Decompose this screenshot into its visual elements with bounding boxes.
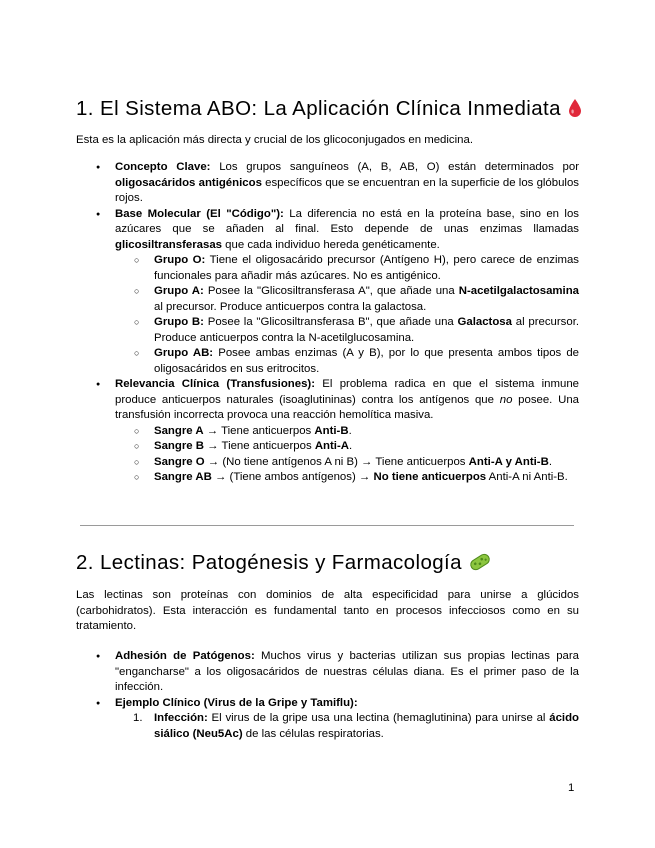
section-2-heading [76,551,492,578]
section-2-list [76,649,579,742]
section-divider [80,525,574,526]
ejemplo-list [115,711,579,742]
section-2-heading-text: 2. Lectinas: Patogénesis y Farmacología [76,551,462,574]
list-item: ○ Sangre O → (No tiene antígenos A ni B) → Tiene anticuerpos Anti-A y Anti-B. [115,455,579,471]
grupos-list [115,253,579,377]
page-number: 1 [568,782,575,794]
list-item: ● Adhesión de Patógenos: Muchos virus y bacterias utilizan sus propias lectinas para "engancharse" a los oligosacáridos de nuestras células diana. Es el primer paso de la infección. [76,649,579,696]
microbe-icon [468,552,492,578]
list-item: ● Concepto Clave: Los grupos sanguíneos (A, B, AB, O) están determinados por oligosacáridos antigénicos específicos que se encuentran en la superficie de los glóbulos rojos. [76,160,579,207]
list-item: ● Relevancia Clínica (Transfusiones): El problema radica en que el sistema inmune produce anticuerpos naturales (isoaglutininas) contra los antígenos que no posee. Una transfusión incorrecta provoca una reacción hemolítica masiva. ○ Sangre A → Tiene anticuerpos Anti-B. ○ Sangre B → Tiene anticuerpos Anti-A. ○ Sangre O → (No tiene antígenos A ni B) → Tiene anticuerpos Anti-A y Anti-B. ○ Sangre AB → (Tiene ambos antígenos) → No tiene anticuerpos Anti-A ni Anti-B. [76,377,579,486]
list-item: ○ Grupo AB: Posee ambas enzimas (A y B), por lo que presenta ambos tipos de oligosacáridos en sus eritrocitos. [115,346,579,377]
list-item: ○ Grupo A: Posee la "Glicosiltransferasa A", que añade una N-acetilgalactosamina al precursor. Produce anticuerpos contra la galactosa. [115,284,579,315]
list-item: ○ Sangre B → Tiene anticuerpos Anti-A. [115,439,579,455]
list-item: ● Base Molecular (El "Código"): La diferencia no está en la proteína base, sino en los azúcares que se añaden al final. Esto depende de unas enzimas llamadas glicosiltransferasas que cada individuo hereda genéticamente. ○ Grupo O: Tiene el oligosacárido precursor (Antígeno H), pero carece de enzimas funcionales para añadir más azúcares. No es antigénico. ○ Grupo A: Posee la "Glicosiltransferasa A", que añade una N-acetilgalactosamina al precursor. Produce anticuerpos contra la galactosa. ○ Grupo B: Posee la "Glicosiltransferasa B", que añade una Galactosa al precursor. Produce anticuerpos contra la N-acetilglucosamina. ○ Grupo AB: Posee ambas enzimas (A y B), por lo que presenta ambos tipos de oligosacáridos en sus eritrocitos. [76,207,579,378]
section-1-list [76,160,579,486]
section-1-heading-text: 1. El Sistema ABO: La Aplicación Clínica Inmediata [76,97,561,120]
list-item: ○ Grupo O: Tiene el oligosacárido precursor (Antígeno H), pero carece de enzimas funcionales para añadir más azúcares. No es antigénico. [115,253,579,284]
blood-drop-icon [567,98,583,124]
list-item: ● Ejemplo Clínico (Virus de la Gripe y Tamiflu): 1. Infección: El virus de la gripe usa una lectina (hemaglutinina) para unirse al ácido siálico (Neu5Ac) de las células respiratorias. [76,696,579,743]
list-item: ○ Sangre AB → (Tiene ambos antígenos) → No tiene anticuerpos Anti-A ni Anti-B. [115,470,579,486]
section-1-heading [76,97,583,124]
sangre-list [115,424,579,486]
list-item: 1. Infección: El virus de la gripe usa una lectina (hemaglutinina) para unirse al ácido siálico (Neu5Ac) de las células respiratorias. [133,712,579,740]
section-2-intro: Las lectinas son proteínas con dominios de alta especificidad para unirse a glúcidos (carbohidratos). Esta interacción es fundamental tanto en procesos infecciosos como en su tratamiento. [76,589,579,632]
section-1-intro: Esta es la aplicación más directa y crucial de los glicoconjugados en medicina. [76,134,473,146]
list-item: ○ Grupo B: Posee la "Glicosiltransferasa B", que añade una Galactosa al precursor. Produce anticuerpos contra la N-acetilglucosamina. [115,315,579,346]
list-item: ○ Sangre A → Tiene anticuerpos Anti-B. [115,424,579,440]
